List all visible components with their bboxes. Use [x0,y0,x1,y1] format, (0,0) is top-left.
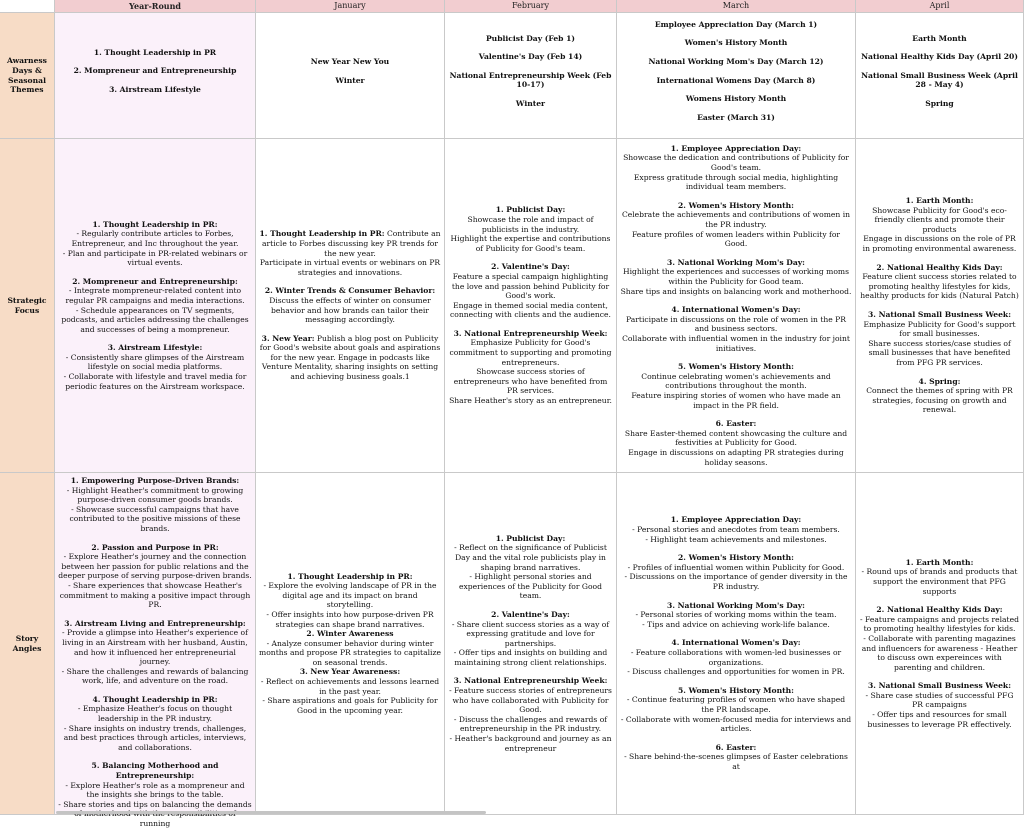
cell-body-text: - Share the challenges and rewards of balancing work, life, and adventure on the road. [61,666,249,686]
cell-line [620,620,852,630]
cell-heading [58,476,252,486]
cell-body-text: Share Heather's story as an entrepreneur. [449,396,612,406]
cell-heading [620,258,852,268]
cell-strategic-march[interactable] [617,139,856,473]
cell-heading [259,572,441,582]
cell-heading-text: 3. Airstream Lifestyle: [107,343,203,353]
cell-body-text: - Reflect on achievements and lessons learned in the past year. [260,677,440,696]
cell-body-text: - Showcase successful campaigns that have contributed to the positive missions of these brands. [69,504,241,533]
cell-line: Women's History Month [684,38,788,48]
row-label-awareness-days[interactable]: Awarness Days & Seasonal Themes [0,13,55,139]
cell-line [859,272,1020,301]
cell-heading-text: 2. Women's History Month: [678,553,794,563]
paragraph-gap [58,268,252,277]
cell-body-text: - Share experiences that showcase Heather's commitment to making a positive impact through PR. [59,580,251,610]
cell-heading-text: 3. National Small Business Week: [868,310,1011,319]
cell-heading-text: 1. Earth Month: [905,557,974,567]
cell-heading [620,515,852,525]
cell-body-text: Collaborate with influential women in the industry for joint initiatives. [622,333,850,353]
cell-body-text: Engage in themed social media content, connecting with clients and the audience. [450,300,611,320]
cell-line [259,639,441,668]
cell-body-text: Express gratitude through social media, highlighting individual team members. [633,172,839,192]
cell-story-january[interactable] [256,473,445,815]
cell-line [58,704,252,723]
cell-line [448,734,613,753]
cell-line [58,372,252,391]
cell-heading-text: 3. National Entrepreneurship Week: [453,676,608,686]
cell-heading-text: 5. Women's History Month: [678,685,794,695]
cell-heading [859,681,1020,691]
cell-heading [620,686,852,696]
cell-line [259,581,441,610]
cell-line [859,320,1020,339]
cell-line: National Working Mom's Day (March 12) [648,56,824,66]
cell-heading [859,377,1020,387]
header-february[interactable]: February [445,0,617,13]
cell-line [58,628,252,666]
cell-line [58,667,252,686]
header-year-round[interactable]: Year-Round [55,0,256,13]
cell-line: Employee Appreciation Day (March 1) [654,19,818,29]
cell-line [620,210,852,229]
cell-body-text: Feature profiles of women leaders within Publicity for Good. [631,229,841,249]
cell-heading-text: 1. Employee Appreciation Day: [670,143,802,153]
paragraph-gap [620,192,852,201]
cell-line [859,710,1020,729]
cell-line [620,715,852,734]
cell-body-text: - Share aspirations and goals for Publicity for Good in the upcoming year. [262,696,438,715]
cell-heading [620,601,852,611]
cell-line [620,173,852,192]
cell-strategic-april[interactable] [856,139,1024,473]
cell-line: Winter [335,75,365,85]
cell-body-text: - Collaborate with lifestyle and travel media for periodic features on the Airstream workspace. [63,372,247,391]
cell-heading-text: 2. Valentine's Day: [491,609,570,619]
cell-body-text: - Integrate mompreneur-related content into regular PR campaigns and media interactions. [65,286,245,305]
paragraph-gap [259,325,441,334]
cell-awareness-year-round[interactable] [55,13,256,139]
paragraph-gap [859,596,1020,605]
header-april[interactable]: April [856,0,1024,13]
cell-line [620,372,852,391]
cell-line [620,287,852,297]
cell-line [448,396,613,406]
cell-line [259,229,441,258]
cell-line [259,610,441,629]
cell-body-text: - Offer tips and resources for small businesses to leverage PR effectively. [867,710,1012,729]
cell-line: National Healthy Kids Day (April 20) [861,52,1018,62]
cell-line: 1. Thought Leadership in PR [93,47,217,57]
cell-line [620,429,852,448]
cell-line [859,691,1020,710]
cell-line [259,677,441,696]
cell-line: International Womens Day (March 8) [656,75,816,85]
cell-line [620,535,852,545]
cell-body-text: Emphasize Publicity for Good's commitment to supporting and promoting entrepreneurs. [449,338,612,367]
cell-body-text: Highlight the expertise and contributions of Publicity for Good's team. [450,234,611,253]
cell-heading-text: 5. Balancing Motherhood and Entrepreneurship: [91,761,219,781]
cell-body-text: - Plan and participate in PR-related webinars or virtual events. [62,248,248,268]
cell-heading-text: 3. National Working Mom's Day: [667,600,805,610]
cell-body-text: Publish a blog post on Publicity for Good's website about goals and aspirations for the new year. Engage in podcasts like Venture Mentality, sharing insights on setting and achieving business goals.1 [259,333,441,382]
cell-line [620,563,852,573]
cell-heading-text: 3. New Year: [261,333,315,343]
cell-body-text: - Reflect on the significance of Publicist Day and the vital role publicists play in shaping brand narratives. [454,543,607,572]
cell-line: Valentine's Day (Feb 14) [478,52,583,62]
cell-line: Publicist Day (Feb 1) [485,33,576,43]
cell-heading-text: 6. Easter: [715,742,757,752]
cell-body-text: Feature client success stories related to promoting healthy lifestyles for kids, healthy products for kids (Natural Patch) [860,272,1019,301]
cell-body-text: Participate in virtual events or webinars on PR strategies and innovations. [259,258,441,277]
cell-line [620,230,852,249]
cell-heading [448,329,613,339]
cell-heading-text: 2. National Healthy Kids Day: [876,262,1003,272]
cell-heading [620,201,852,211]
cell-line [58,229,252,248]
cell-body-text: Feature a special campaign highlighting the love and passion behind Publicity for Good's work. [451,271,610,301]
paragraph-gap [58,534,252,543]
cell-body-text: - Discuss challenges and opportunities for women in PR. [627,667,845,677]
header-january[interactable]: January [256,0,445,13]
cell-body-text: - Collaborate with women-focused media for interviews and articles. [620,714,852,734]
cell-line [259,296,441,325]
cell-heading [448,205,613,215]
paragraph-gap [859,368,1020,377]
cell-body-text: Share tips and insights on balancing work and motherhood. [620,286,852,296]
cell-heading-text: 3. New Year Awareness: [299,667,401,677]
cell-heading [58,695,252,705]
cell-heading-text: 2. Women's History Month: [678,200,794,210]
cell-body-text: Feature inspiring stories of women who have made an impact in the PR field. [631,390,841,410]
cell-heading [620,305,852,315]
corner-cell[interactable] [0,0,55,13]
cell-awareness-january[interactable] [256,13,445,139]
cell-heading [620,553,852,563]
cell-body-text: Contribute an article to Forbes discussing key PR trends for the new year. [262,229,441,258]
cell-line [448,543,613,572]
paragraph-gap [448,601,613,610]
cell-body-text: - Explore Heather's journey and the connection between her passion for public relations and the deeper purpose of serving purpose-driven brands. [58,552,252,581]
cell-body-text: Showcase success stories of entrepreneurs who have benefited from PR services. [453,367,608,396]
cell-body-text: - Share case studies of successful PFG PR campaigns [865,690,1014,710]
paragraph-gap [859,672,1020,681]
cell-line [259,258,441,277]
cell-line [448,686,613,715]
cell-body-text: Connect the themes of spring with PR strategies, focusing on growth and renewal. [866,386,1013,415]
cell-body-text: - Regularly contribute articles to Forbes, Entrepreneur, and Inc throughout the year. [71,229,239,248]
paragraph-gap [58,610,252,619]
cell-heading [259,667,441,677]
cell-line [58,724,252,753]
cell-body-text: - Profiles of influential women within Publicity for Good. [627,562,845,572]
cell-heading [448,610,613,620]
cell-heading-text: 1. Thought Leadership in PR: [259,229,385,239]
cell-heading-text: 4. Thought Leadership in PR: [92,694,218,704]
row-label-strategic-focus[interactable]: Strategic Focus [0,139,55,473]
cell-line: 3. Airstream Lifestyle [109,84,201,94]
cell-line: Winter [515,98,546,108]
cell-heading [58,343,252,353]
cell-body-text: - Schedule appearances on TV segments, podcasts, and articles addressing the challenges and successes of being a mompreneur. [61,305,249,334]
cell-line [620,525,852,535]
cell-line [859,386,1020,415]
cell-heading-text: 1. Employee Appreciation Day: [670,515,802,525]
paragraph-gap [859,254,1020,263]
paragraph-gap [620,677,852,686]
cell-heading-text: 1. Publicist Day: [495,533,566,543]
cell-line [58,353,252,372]
paragraph-gap [859,301,1020,310]
cell-body-text: - Explore Heather's role as a mompreneur and the insights she brings to the table. [65,780,245,800]
cell-line [620,391,852,410]
cell-heading [58,761,252,780]
cell-heading-text: 4. Spring: [918,376,961,386]
paragraph-gap [620,353,852,362]
cell-strategic-year-round[interactable] [55,139,256,473]
cell-line [620,610,852,620]
cell-heading-text: 3. National Entrepreneurship Week: [453,328,608,338]
header-march[interactable]: March [617,0,856,13]
cell-line [448,338,613,367]
cell-heading [859,263,1020,273]
paragraph-gap [259,277,441,286]
cell-line [859,634,1020,672]
cell-line: National Entrepreneurship Week (Feb 10-17) [449,70,612,90]
cell-body-text: - Offer tips and insights on building and maintaining strong client relationships. [453,648,608,667]
paragraph-gap [620,544,852,553]
cell-body-text: - Share stories and tips on balancing the demands running [58,799,252,828]
cell-body-text: - Discussions on the importance of gender diversity in the PR industry. [624,572,848,592]
row-label-story-angles[interactable]: Story Angles [0,473,55,815]
cell-line: National Small Business Week (April 28 - May 4) [861,70,1018,90]
cell-story-april[interactable] [856,473,1024,815]
cell-heading [448,534,613,544]
cell-body-text: Discuss the effects of winter on consumer behavior and how brands can tailor their messaging accordingly. [269,295,431,325]
cell-body-text: Celebrate the achievements and contributions of women in the PR industry. [621,210,851,230]
cell-heading [620,743,852,753]
cell-line [448,620,613,649]
paragraph-gap [620,629,852,638]
cell-body-text: - Share client success stories as a way of expressing gratitude and love for partnerships. [451,619,610,648]
cell-heading [859,558,1020,568]
cell-line [58,581,252,610]
cell-heading [58,543,252,553]
cell-body-text: Showcase the role and impact of publicists in the industry. [467,214,594,234]
cell-heading [58,277,252,287]
cell-strategic-february[interactable] [445,139,617,473]
cell-line [859,339,1020,368]
cell-heading-text: 2. Valentine's Day: [491,262,570,272]
cell-body-text: - Highlight team achievements and milestones. [645,534,827,544]
cell-line: Spring [925,98,954,108]
cell-line [620,572,852,591]
cell-heading [58,619,252,629]
cell-body-text: - Round ups of brands and products that support the environment that PFG supports [861,567,1018,596]
cell-body-text: - Explore the evolving landscape of PR in the digital age and its impact on brand storytelling. [263,581,437,610]
cell-line [448,215,613,234]
cell-line [620,648,852,667]
cell-line: New Year New You [310,56,390,66]
cell-line [620,334,852,353]
cell-heading-text: 4. International Women's Day: [671,305,801,315]
cell-line [859,234,1020,253]
cell-heading-text: 2. Passion and Purpose in PR: [91,542,219,552]
cell-line: Earth Month [912,33,967,43]
cell-heading-text: 1. Thought Leadership in PR: [287,571,413,581]
cell-line [448,234,613,253]
cell-line [448,572,613,601]
cell-heading-text: 3. National Working Mom's Day: [667,257,805,267]
cell-line [448,715,613,734]
cell-body-text: Participate in discussions on the role of women in the PR and business sectors. [625,314,847,334]
cell-heading-text: 2. National Healthy Kids Day: [876,605,1003,615]
paragraph-gap [620,410,852,419]
cell-line [58,306,252,335]
paragraph-gap [620,249,852,258]
paragraph-gap [448,320,613,329]
cell-body-text: - Collaborate with parenting magazines and influencers for awareness - Heather to discuss own expereinces with parenting and children. [861,633,1018,672]
cell-line [58,781,252,800]
cell-line: Easter (March 31) [697,112,775,122]
cell-body-text: Engage in discussions on adapting PR strategies during holiday seasons. [628,447,844,467]
cell-line [259,334,441,382]
cell-line [448,367,613,396]
cell-body-text: Showcase Publicity for Good's eco-friendly clients and promote their products [872,205,1007,234]
cell-heading-text: 4. International Women's Day: [671,638,801,648]
cell-heading-text: 2. Winter Awareness [306,629,394,639]
cell-line [620,153,852,172]
cell-heading [620,362,852,372]
cell-story-march[interactable] [617,473,856,815]
cell-heading-text: 6. Easter: [715,419,757,429]
cell-heading-text: 3. Airstream Living and Entrepreneurship: [64,618,246,628]
cell-line [620,695,852,714]
cell-line [58,249,252,268]
cell-body-text: Showcase the dedication and contributions of Publicity for Good's team. [623,153,849,173]
cell-heading [58,220,252,230]
cell-body-text: Continue celebrating women's achievements and contributions throughout the month. [641,371,831,391]
cell-heading-text: 2. Mompreneur and Entrepreneurship: [72,276,238,286]
cell-story-february[interactable] [445,473,617,815]
cell-body-text: Emphasize Publicity for Good's support for small businesses. [863,319,1016,339]
cell-line [620,752,852,771]
cell-line [58,800,252,829]
cell-body-text: Share success stories/case studies of small businesses that have benefited from PFG PR services. [868,338,1011,367]
cell-heading [448,262,613,272]
cell-heading-text: 5. Women's History Month: [678,362,794,372]
horizontal-scrollbar[interactable] [56,811,486,814]
cell-body-text: - Analyze consumer behavior during winter months and propose PR strategies to capitalize on seasonal trends. [259,638,441,667]
cell-heading [859,196,1020,206]
cell-body-text: - Heather's background and journey as an entrepreneur [449,734,612,753]
paragraph-gap [58,752,252,761]
cell-awareness-april[interactable] [856,13,1024,139]
cell-awareness-february[interactable] [445,13,617,139]
cell-body-text: - Consistently share glimpses of the Airstream lifestyle on social media platforms. [65,352,245,372]
cell-heading-text: 1. Publicist Day: [495,205,566,215]
cell-awareness-march[interactable] [617,13,856,139]
cell-line [620,267,852,286]
cell-body-text: - Share behind-the-scenes glimpses of Easter celebrations at [624,752,848,771]
cell-line [448,648,613,667]
cell-line [859,567,1020,596]
paragraph-gap [448,253,613,262]
paragraph-gap [58,686,252,695]
cell-line [58,505,252,534]
cell-body-text: Highlight the experiences and successes of working moms within the Publicity for Good team. [622,267,849,287]
cell-body-text: - Continue featuring profiles of women who have shaped the PR landscape. [626,695,846,714]
cell-body-text: - Personal stories and anecdotes from team members. [632,525,840,535]
cell-heading [859,605,1020,615]
cell-heading-text: 1. Empowering Purpose-Driven Brands: [70,476,240,485]
cell-line [58,486,252,505]
cell-body-text: - Share insights on industry trends, challenges, and best practices through articles, interviews, and collaborations. [63,723,247,752]
cell-body-text: - Feature campaigns and projects related to promoting healthy lifestyles for kids. [860,614,1019,634]
cell-line [859,615,1020,634]
cell-line [448,301,613,320]
cell-body-text: - Feature success stories of entrepreneurs who have collaborated with Publicity for Good. [449,686,612,715]
cell-line: 2. Mompreneur and Entrepreneurship [73,66,237,76]
cell-body-text: - Tips and advice on achieving work-life balance. [642,619,830,629]
cell-story-year-round[interactable] [55,473,256,828]
cell-body-text: - Discuss the challenges and rewards of entrepreneurship in the PR industry. [453,714,608,734]
cell-body-text: - Feature collaborations with women-led businesses or organizations. [630,648,842,667]
cell-body-text: - Highlight Heather's commitment to growing purpose-driven consumer goods brands. [66,485,244,505]
cell-heading [620,419,852,429]
cell-line [620,448,852,467]
cell-line [259,696,441,715]
cell-heading [620,144,852,154]
cell-body-text: Engage in discussions on the role of PR in promoting environmental awareness. [862,234,1017,254]
cell-body-text: - Highlight personal stories and experiences of the Publicity for Good team. [459,572,602,601]
cell-heading [859,310,1020,320]
cell-heading-text: 1. Earth Month: [905,196,974,206]
cell-line [58,552,252,581]
cell-body-text: - Provide a glimpse into Heather's experience of living in an Airstream with her husband, Austin, and how it influenced her entrepreneurial journey. [62,628,248,667]
cell-line: Womens History Month [685,94,787,104]
paragraph-gap [58,334,252,343]
paragraph-gap [620,296,852,305]
cell-line [859,206,1020,235]
cell-line [620,315,852,334]
cell-heading [259,629,441,639]
cell-line [58,286,252,305]
cell-heading [448,676,613,686]
paragraph-gap [620,734,852,743]
cell-body-text: - Emphasize Heather's focus on thought leadership in the PR industry. [77,704,233,724]
cell-body-text: - Personal stories of working moms within the team. [635,610,837,620]
paragraph-gap [448,667,613,676]
cell-heading-text: 2. Winter Trends & Consumer Behavior: [264,286,436,296]
cell-heading-text: 1. Thought Leadership in PR: [92,219,218,229]
cell-body-text: Share Easter-themed content showcasing the culture and festivities at Publicity for Good. [624,428,848,448]
cell-line [620,667,852,677]
cell-heading [620,638,852,648]
cell-line [448,272,613,301]
cell-body-text: - Offer insights into how purpose-driven PR strategies can shape brand narratives. [266,609,434,629]
cell-heading-text: 3. National Small Business Week: [868,681,1011,691]
cell-strategic-january[interactable] [256,139,445,473]
cell-heading [259,286,441,296]
paragraph-gap [620,592,852,601]
